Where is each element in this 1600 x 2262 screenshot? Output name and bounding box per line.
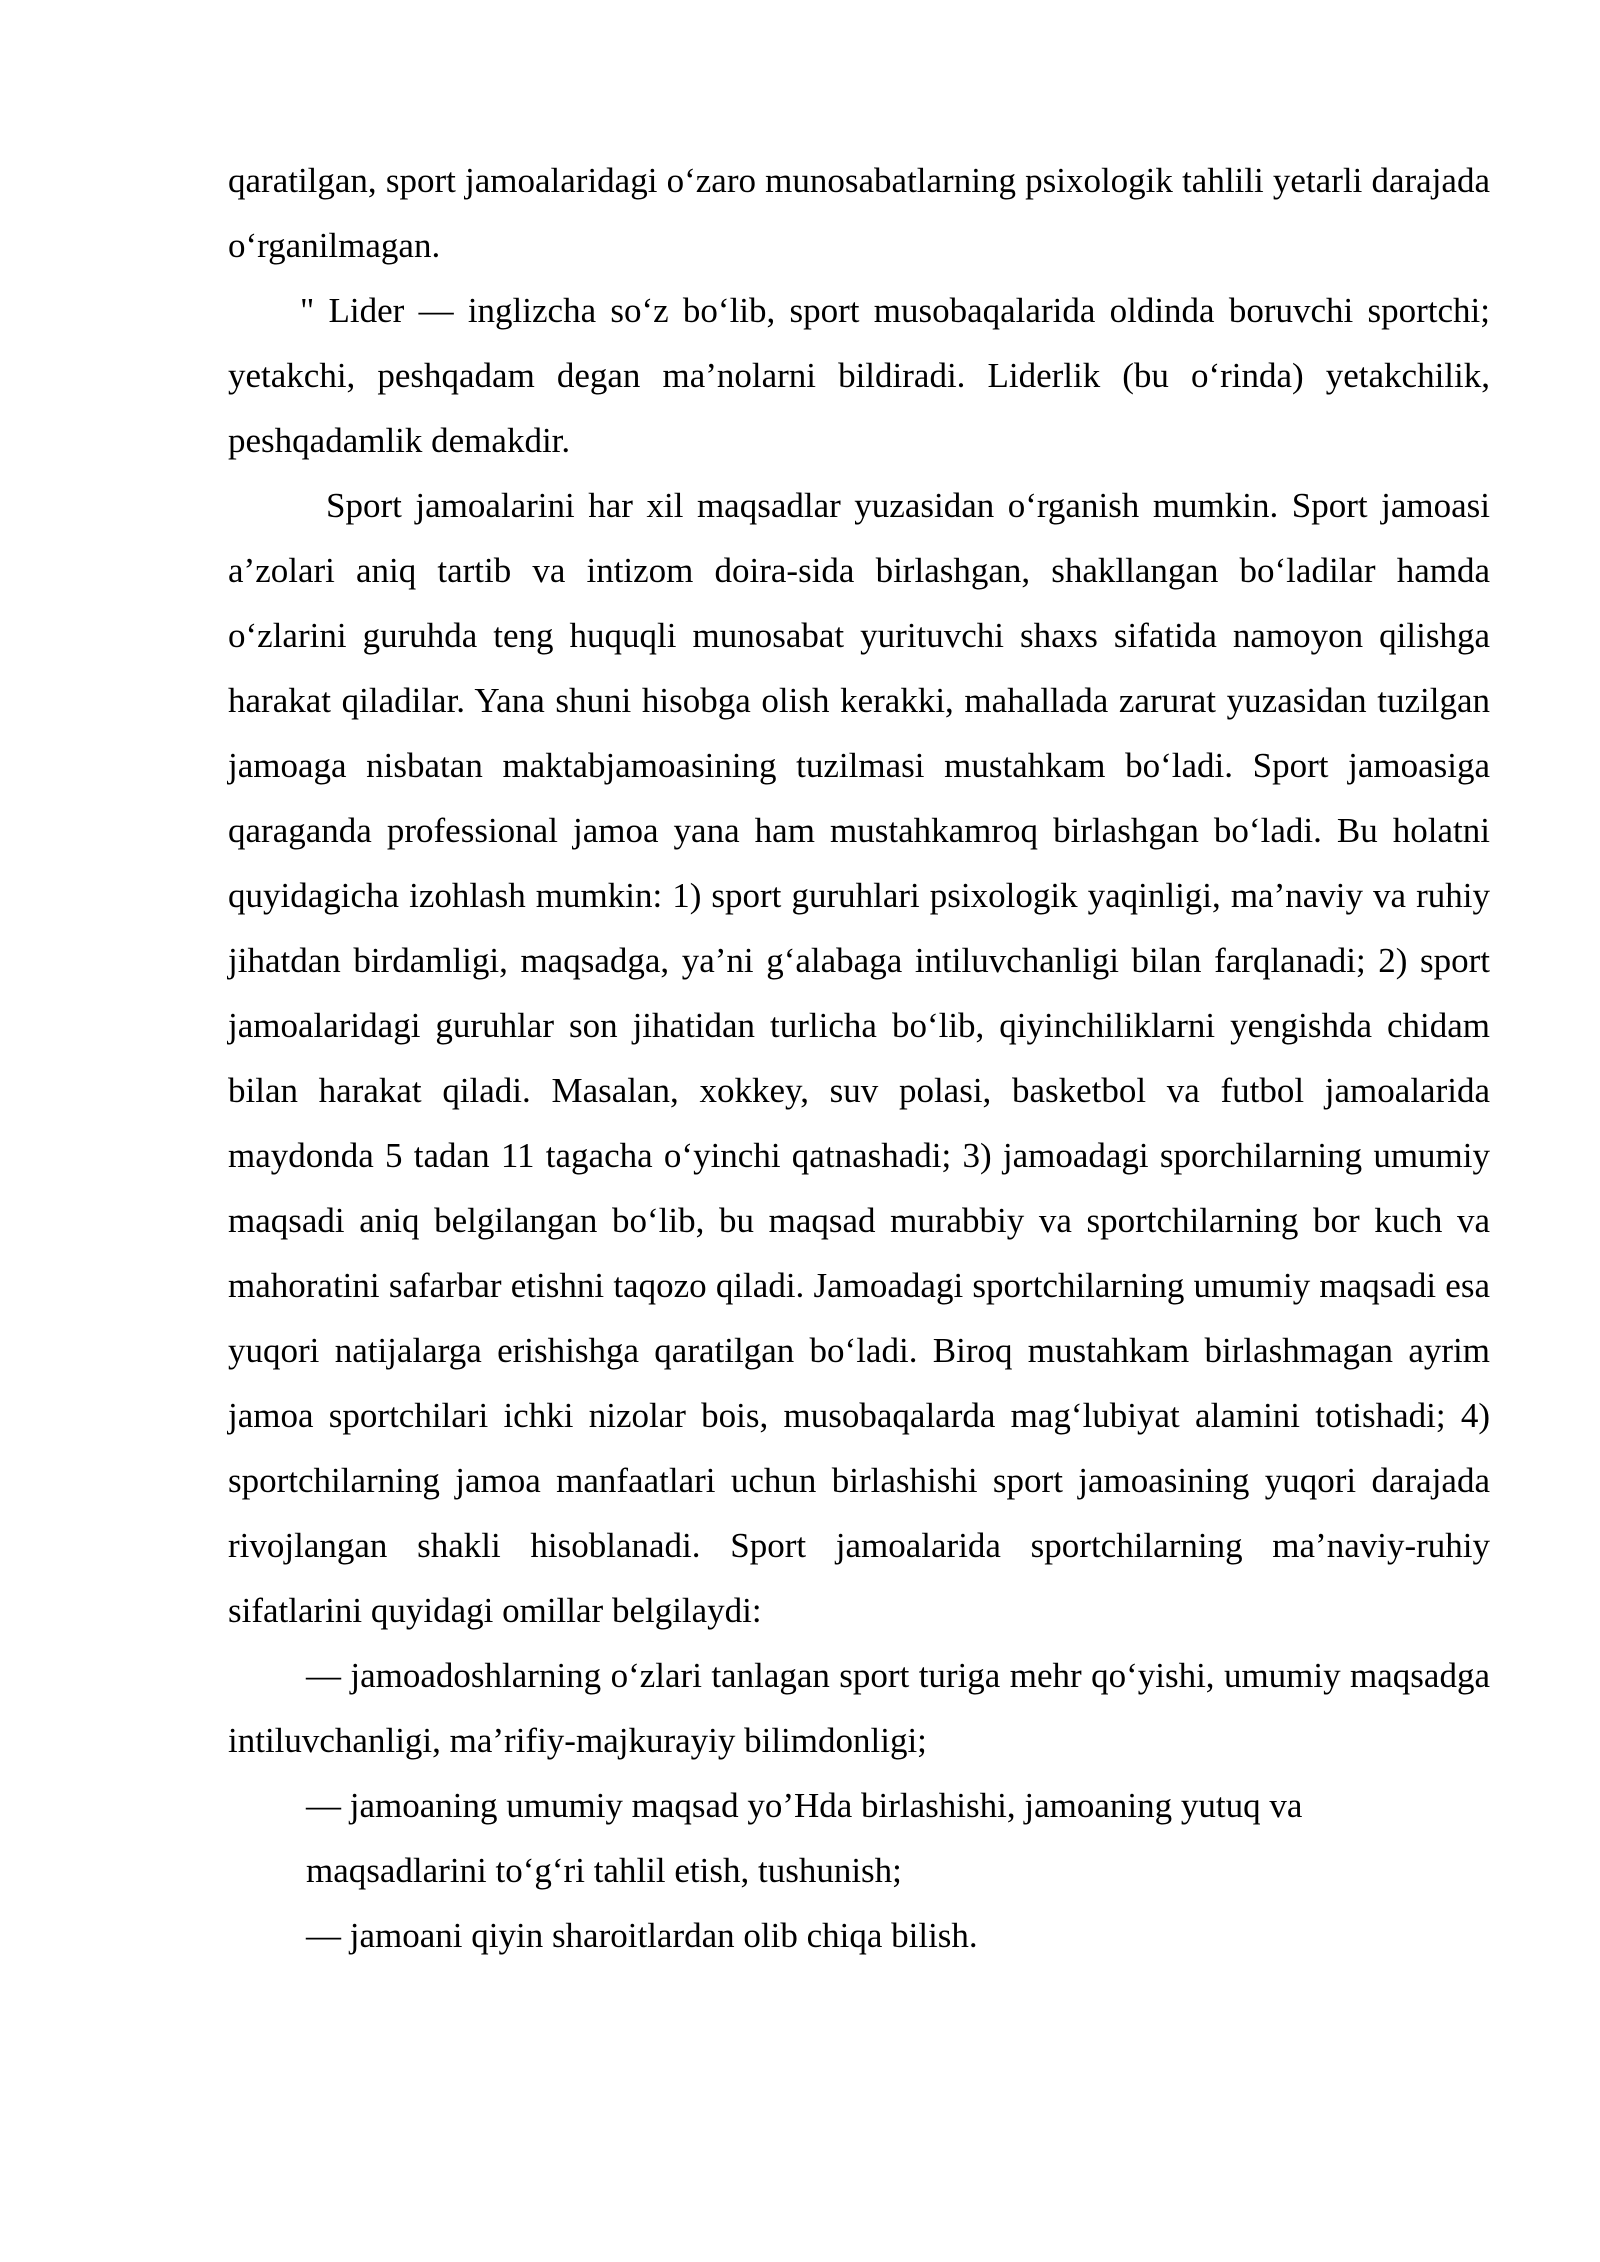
paragraph-1: qaratilgan, sport jamoalaridagi o‘zaro munosabatlarning psixologik tahlili yetarli darajada o‘rganilmagan. <box>228 161 1490 265</box>
list-item-1: — jamoadoshlarning o‘zlari tanlagan sport turiga mehr qo‘yishi, umumiy maqsadga intiluvchanligi, ma’rifiy-majkurayiy bilimdonligi; <box>228 1656 1490 1760</box>
paragraph-sport-teams: Sport jamoalarini har xil maqsadlar yuzasidan o‘rganish mumkin. Sport jamoasi a’zolari aniq tartib va intizom doira-sida birlashgan, shakllangan bo‘ladilar hamda o‘zlarini guruhda teng huquqli munosabat yurituvchi shaxs sifatida namoyon qilishga harakat qiladilar. Yana shuni hisobga olish kerakki, mahallada zarurat yuzasidan tuzilgan jamoaga nisbatan maktabjamoasining tuzilmasi mustahkam bo‘ladi. Sport jamoasiga qaraganda professional jamoa yana ham mustahkamroq birlashgan bo‘ladi. Bu holatni quyidagicha izohlash mumkin: 1) sport guruhlari psixologik yaqinligi, ma’naviy va ruhiy jihatdan birdamligi, maqsadga, ya’ni g‘alabaga intiluvchanligi bilan farqlanadi; 2) sport jamoalaridagi guruhlar son jihatidan turlicha bo‘lib, qiyinchiliklarni yengishda chidam bilan harakat qiladi. Masalan, xokkey, suv polasi, basketbol va futbol jamoalarida maydonda 5 tadan 11 tagacha o‘yinchi qatnashadi; 3) jamoadagi sporchilarning umumiy maqsadi aniq belgilangan bo‘lib, bu maqsad murabbiy va sportchilarning bor kuch va mahoratini safarbar etishni taqozo qiladi. Jamoadagi sportchilarning umumiy maqsadi esa yuqori natijalarga erishishga qaratilgan bo‘ladi. Biroq mustahkam birlashmagan ayrim jamoa sportchilari ichki nizolar bois, musobaqalarda mag‘lubiyat alamini totishadi; 4) sportchilarning jamoa manfaatlari uchun birlashishi sport jamoasining yuqori darajada rivojlangan shakli hisoblanadi. Sport jamoalarida sportchilarning ma’naviy-ruhiy sifatlarini quyidagi omillar belgilaydi: <box>228 486 1490 1630</box>
paragraph-lider-definition: " Lider — inglizcha so‘z bo‘lib, sport musobaqalarida oldinda boruvchi sportchi; yetakchi, peshqadam degan ma’nolarni bildiradi. Liderlik (bu o‘rinda) yetakchilik, peshqadamlik demakdir. <box>228 291 1490 460</box>
list-item-3: — jamoani qiyin sharoitlardan olib chiqa bilish. <box>306 1916 978 1955</box>
document-body <box>228 148 1490 1968</box>
list-item-2: — jamoaning umumiy maqsad yo’Hda birlashishi, jamoaning yutuq va maqsadlarini to‘g‘ri tahlil etish, tushunish; <box>306 1786 1303 1890</box>
